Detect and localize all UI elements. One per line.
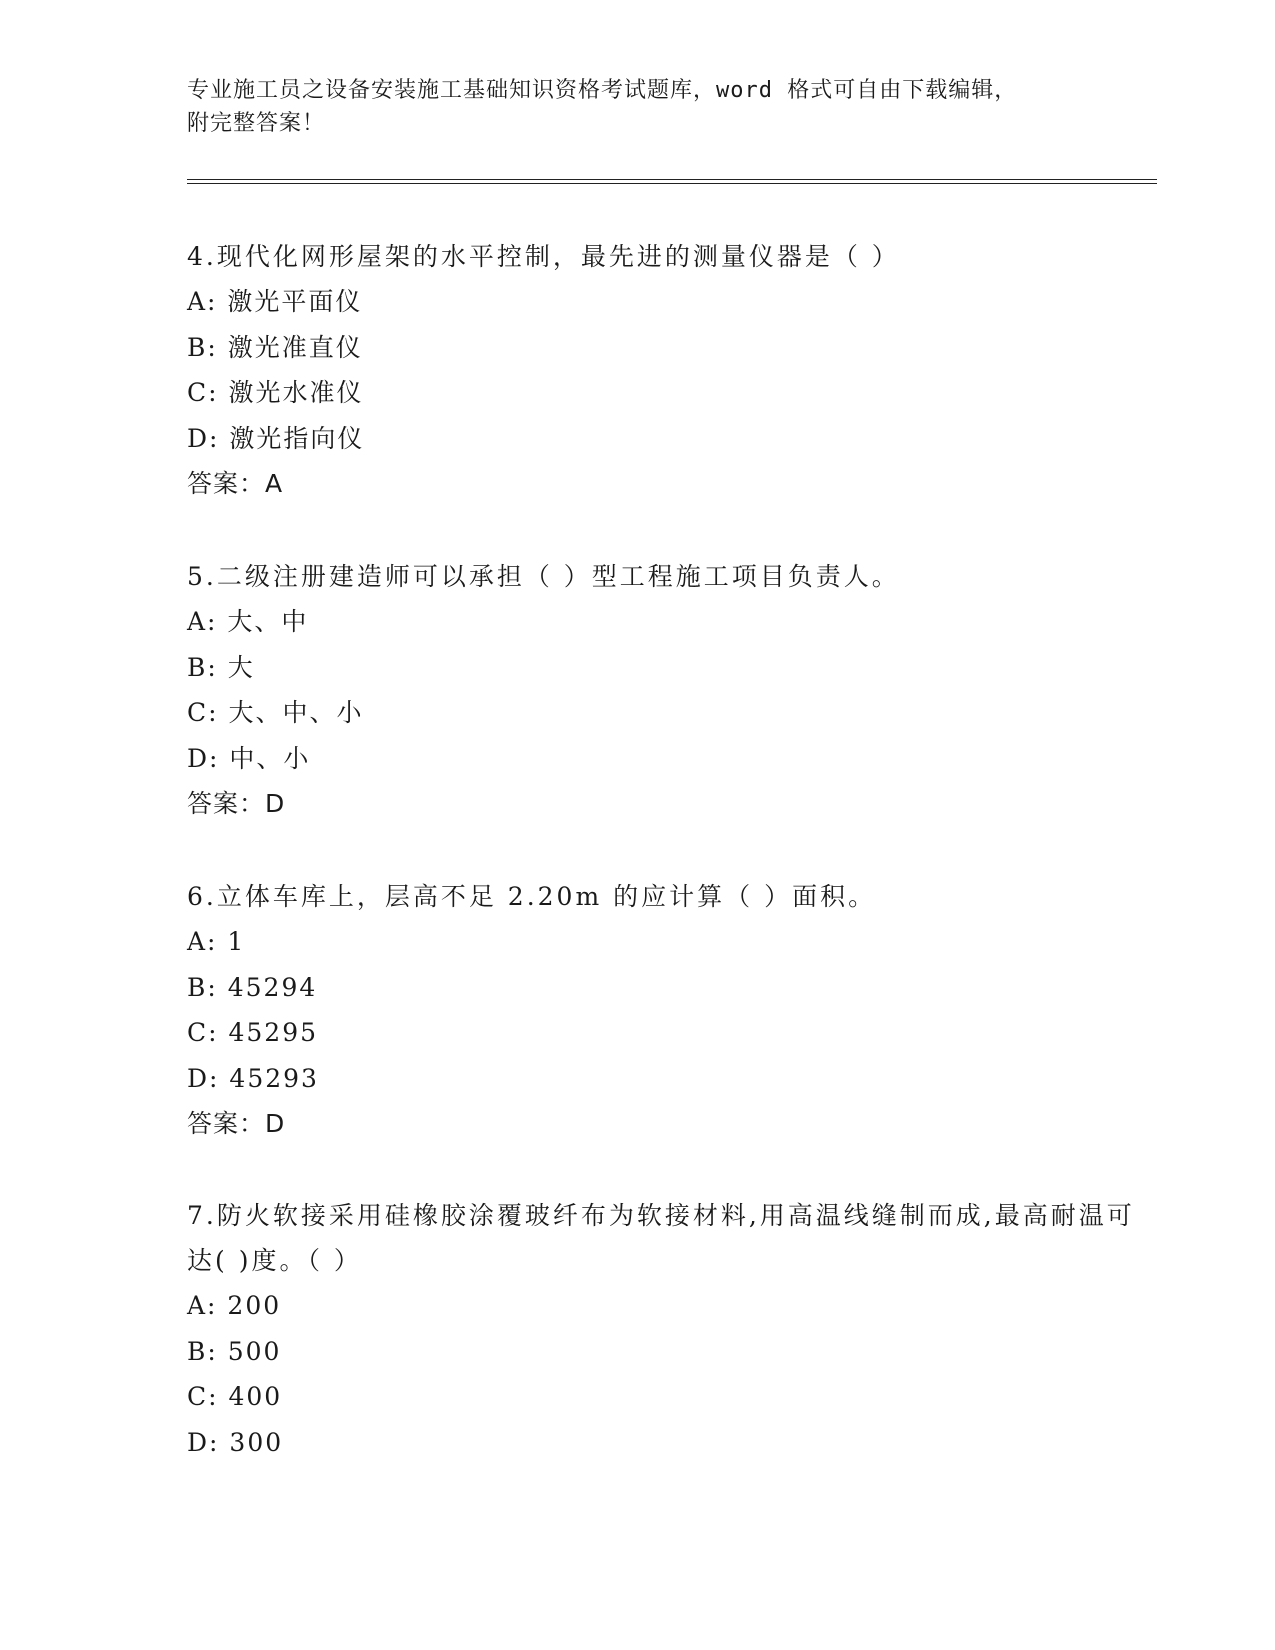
answer-line: 答案：A <box>187 469 284 498</box>
question-7 <box>187 1193 1147 1465</box>
document-intro <box>187 74 1087 140</box>
question-stem: 6.立体车库上，层高不足 2.20m 的应计算（ ）面积。 <box>187 882 877 911</box>
option-d: D: 45293 <box>187 1063 319 1093</box>
option-a: A: 大、中 <box>187 607 309 636</box>
answer-line: 答案：D <box>187 789 286 818</box>
option-a: A: 激光平面仪 <box>187 287 363 316</box>
question-stem: 7.防火软接采用硅橡胶涂覆玻纤布为软接材料,用高温线缝制而成,最高耐温可达( )度。（ ） <box>187 1201 1135 1275</box>
answer-line: 答案：D <box>187 1109 286 1138</box>
question-stem: 5.二级注册建造师可以承担（ ）型工程施工项目负责人。 <box>187 562 900 591</box>
option-c: C: 大、中、小 <box>187 698 364 727</box>
option-d: D: 中、小 <box>187 743 311 773</box>
question-4 <box>187 234 1147 506</box>
option-b: B: 激光准直仪 <box>187 332 363 362</box>
option-c: C: 激光水准仪 <box>187 378 364 407</box>
intro-line-1: 专业施工员之设备安装施工基础知识资格考试题库，word 格式可自由下载编辑， <box>187 78 1018 103</box>
option-b: B: 500 <box>187 1336 282 1366</box>
header-divider-top <box>187 179 1157 180</box>
option-c: C: 400 <box>187 1382 283 1411</box>
option-a: A: 200 <box>187 1291 282 1320</box>
option-b: B: 45294 <box>187 972 318 1002</box>
option-d: D: 激光指向仪 <box>187 423 365 453</box>
option-a: A: 1 <box>187 927 246 956</box>
question-5 <box>187 554 1147 826</box>
option-b: B: 大 <box>187 652 255 682</box>
question-6 <box>187 874 1147 1146</box>
intro-line-2: 附完整答案！ <box>187 111 326 136</box>
option-c: C: 45295 <box>187 1018 319 1047</box>
option-d: D: 300 <box>187 1427 284 1457</box>
question-stem: 4.现代化网形屋架的水平控制，最先进的测量仪器是（ ） <box>187 242 900 271</box>
header-divider-bottom <box>187 183 1157 184</box>
